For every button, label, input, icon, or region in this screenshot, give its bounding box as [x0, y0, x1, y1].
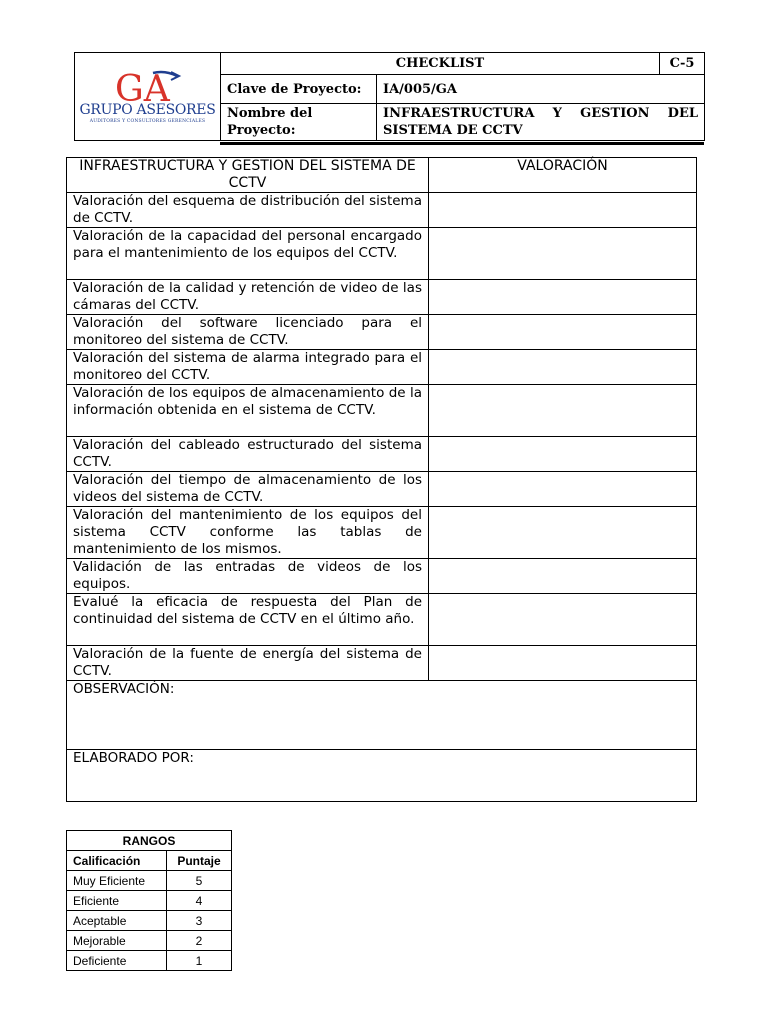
- rangos-puntaje: 1: [167, 951, 232, 971]
- rangos-puntaje: 2: [167, 931, 232, 951]
- company-logo: [75, 53, 221, 141]
- valoracion-cell[interactable]: [429, 559, 697, 594]
- checklist-row: [67, 385, 697, 437]
- header-divider: [220, 142, 704, 145]
- checklist-row: [67, 437, 697, 472]
- rangos-header-puntaje: Puntaje: [167, 851, 232, 871]
- logo-initials: GA: [114, 69, 170, 104]
- rangos-puntaje: 4: [167, 891, 232, 911]
- checklist-row: [67, 193, 697, 228]
- clave-proyecto-label: Clave de Proyecto:: [221, 75, 377, 104]
- checklist-row: [67, 472, 697, 507]
- valoracion-cell[interactable]: [429, 507, 697, 559]
- rangos-row: [67, 871, 232, 891]
- checklist-item-text: Valoración del sistema de alarma integrado para el monitoreo del CCTV.: [67, 350, 429, 385]
- valoracion-cell[interactable]: [429, 315, 697, 350]
- valoracion-cell[interactable]: [429, 646, 697, 681]
- rangos-calificacion: Muy Eficiente: [67, 871, 167, 891]
- checklist-item-text: Valoración de la capacidad del personal encargado para el mantenimiento de los equipos del CCTV.: [67, 228, 429, 280]
- checklist-row: [67, 646, 697, 681]
- rangos-puntaje: 3: [167, 911, 232, 931]
- document-code: C-5: [660, 53, 705, 75]
- checklist-header-row: [67, 158, 697, 193]
- checklist-row: [67, 507, 697, 559]
- valoracion-cell[interactable]: [429, 385, 697, 437]
- checklist-item-text: Valoración de la fuente de energía del sistema de CCTV.: [67, 646, 429, 681]
- rangos-calificacion: Mejorable: [67, 931, 167, 951]
- checklist-table: [66, 157, 697, 802]
- rangos-calificacion: Eficiente: [67, 891, 167, 911]
- elaborado-label: ELABORADO POR:: [73, 750, 194, 766]
- document-title: CHECKLIST: [221, 53, 660, 75]
- rangos-row: [67, 951, 232, 971]
- observacion-label: OBSERVACIÓN:: [73, 681, 175, 697]
- checklist-item-text: Valoración del mantenimiento de los equipos del sistema CCTV conforme las tablas de mantenimiento de los mismos.: [67, 507, 429, 559]
- elaborado-field[interactable]: [67, 750, 697, 802]
- valoracion-cell[interactable]: [429, 594, 697, 646]
- checklist-item-text: Valoración del software licenciado para el monitoreo del sistema de CCTV.: [67, 315, 429, 350]
- rangos-title: RANGOS: [67, 831, 232, 851]
- checklist-item-text: Valoración del esquema de distribución del sistema de CCTV.: [67, 193, 429, 228]
- ga-logo-mark-icon: [113, 70, 183, 104]
- logo-company-name: GRUPO ASESORES: [79, 101, 216, 118]
- checklist-row: [67, 559, 697, 594]
- observacion-row: [67, 681, 697, 750]
- rangos-puntaje: 5: [167, 871, 232, 891]
- nombre-proyecto-label: Nombre del Proyecto:: [221, 104, 377, 141]
- checklist-row: [67, 315, 697, 350]
- valoracion-cell[interactable]: [429, 228, 697, 280]
- checklist-item-text: Valoración de los equipos de almacenamiento de la información obtenida en el sistema de CCTV.: [67, 385, 429, 437]
- document-header: [74, 52, 705, 141]
- column-header-item: INFRAESTRUCTURA Y GESTION DEL SISTEMA DE CCTV: [67, 158, 429, 193]
- checklist-row: [67, 228, 697, 280]
- rangos-table: [66, 830, 232, 971]
- rangos-row: [67, 931, 232, 951]
- valoracion-cell[interactable]: [429, 472, 697, 507]
- observacion-field[interactable]: [67, 681, 697, 750]
- rangos-row: [67, 891, 232, 911]
- checklist-row: [67, 280, 697, 315]
- rangos-row: [67, 911, 232, 931]
- valoracion-cell[interactable]: [429, 350, 697, 385]
- rangos-calificacion: Aceptable: [67, 911, 167, 931]
- checklist-item-text: Evalué la eficacia de respuesta del Plan de continuidad del sistema de CCTV en el último año.: [67, 594, 429, 646]
- rangos-calificacion: Deficiente: [67, 951, 167, 971]
- checklist-item-text: Validación de las entradas de videos de los equipos.: [67, 559, 429, 594]
- checklist-item-text: Valoración del cableado estructurado del sistema CCTV.: [67, 437, 429, 472]
- checklist-item-text: Valoración de la calidad y retención de video de las cámaras del CCTV.: [67, 280, 429, 315]
- logo-tagline: AUDITORES Y CONSULTORES GERENCIALES: [89, 118, 206, 124]
- valoracion-cell[interactable]: [429, 280, 697, 315]
- checklist-item-text: Valoración del tiempo de almacenamiento de los videos del sistema de CCTV.: [67, 472, 429, 507]
- clave-proyecto-value: IA/005/GA: [377, 75, 705, 104]
- column-header-valoracion: VALORACIÓN: [429, 158, 697, 193]
- nombre-proyecto-value: INFRAESTRUCTURA Y GESTION DEL SISTEMA DE CCTV: [377, 104, 705, 141]
- valoracion-cell[interactable]: [429, 437, 697, 472]
- elaborado-row: [67, 750, 697, 802]
- checklist-row: [67, 350, 697, 385]
- valoracion-cell[interactable]: [429, 193, 697, 228]
- checklist-row: [67, 594, 697, 646]
- rangos-header-calificacion: Calificación: [67, 851, 167, 871]
